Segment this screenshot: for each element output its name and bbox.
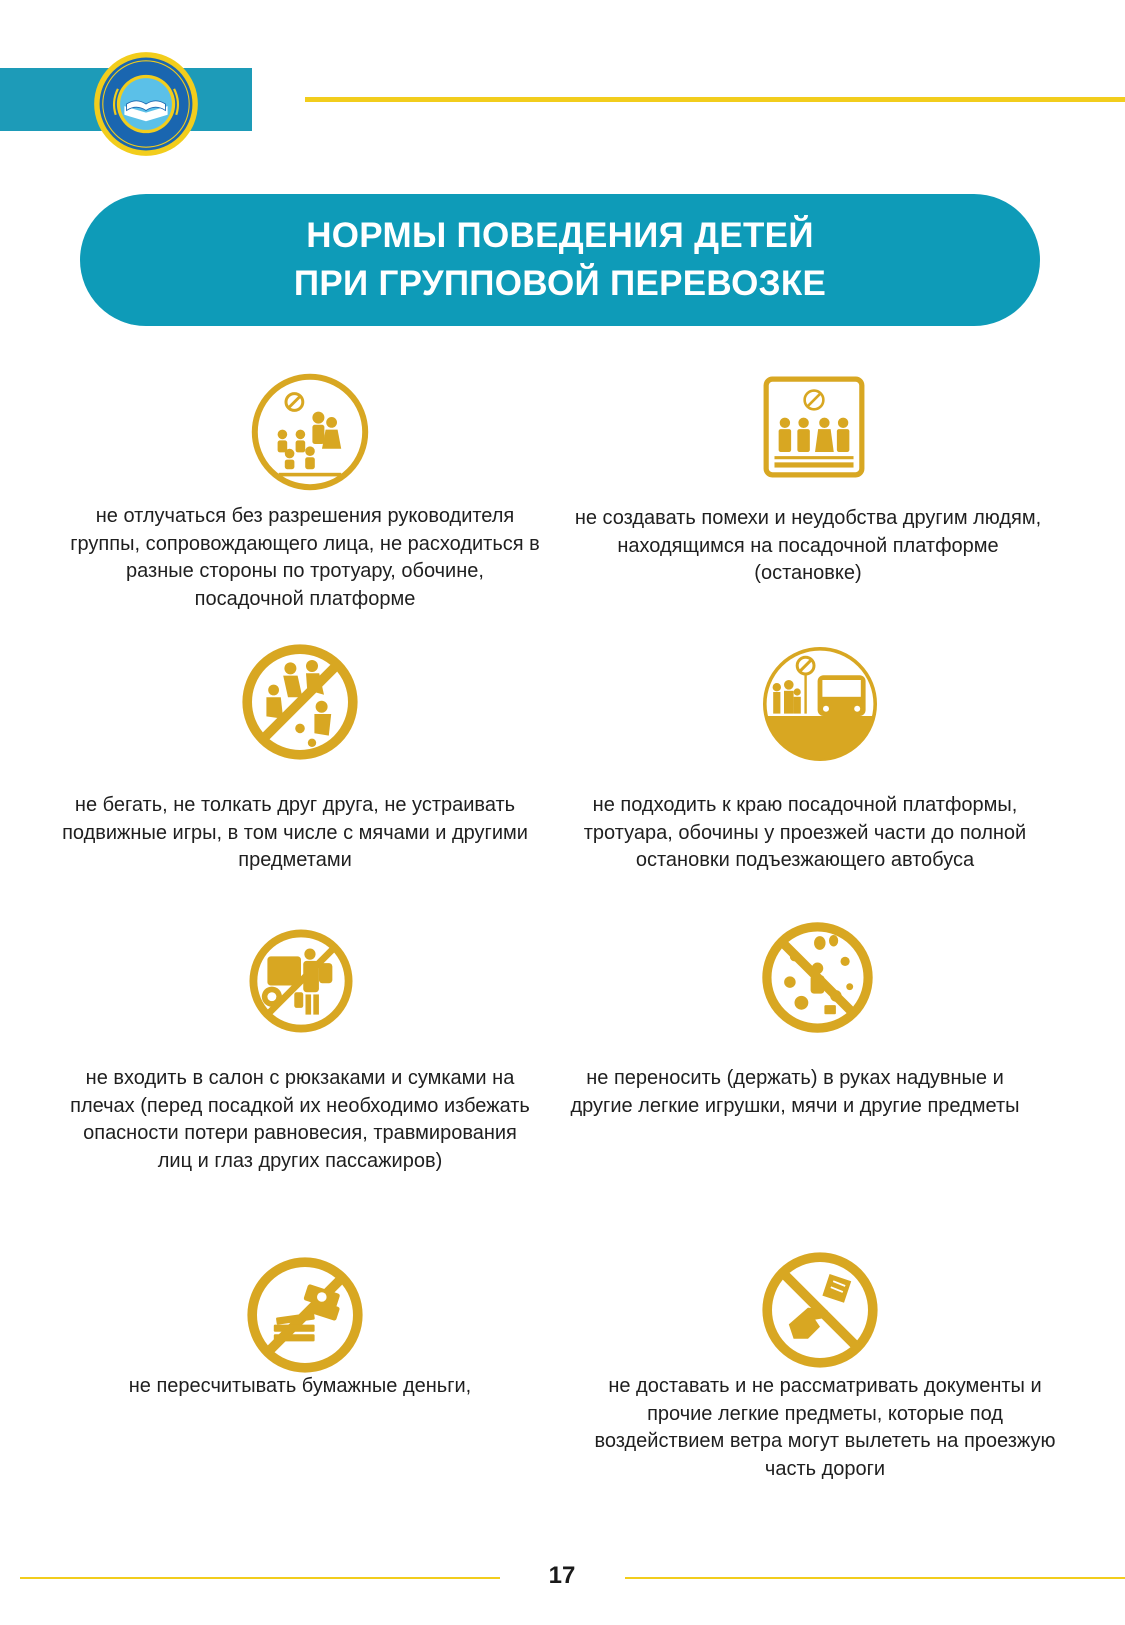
page-number: 17: [548, 1562, 576, 1589]
rule-text: не переносить (держать) в руках надувные и другие легкие игрушки, мячи и другие предметы: [570, 1067, 1020, 1117]
rule-text: не доставать и не рассматривать документы и прочие легкие предметы, которые под воздействием ветра могут вылететь на проезжую часть дороги: [594, 1375, 1056, 1480]
rule-text: не создавать помехи и неудобства другим людям, находящимся на посадочной платформе (остановке): [574, 507, 1042, 584]
footer-divider-right: [625, 1577, 1125, 1579]
emblem-logo: [92, 50, 200, 158]
title-banner: [80, 194, 1040, 326]
bus-stop-queue-icon: [760, 644, 880, 764]
rule-text: не отлучаться без разрешения руководителя группы, сопровождающего лица, не расходиться в разные стороны по тротуару, обочине, посадочной платформе: [70, 505, 540, 610]
children-group-no-icon: [250, 372, 370, 492]
footer-divider-left: [20, 1577, 500, 1579]
no-running-icon: [240, 642, 360, 762]
page-title-line-2: ПРИ ГРУППОВОЙ ПЕРЕВОЗКЕ: [293, 264, 827, 303]
page-title-line-1: НОРМЫ ПОВЕДЕНИЯ ДЕТЕЙ: [306, 216, 814, 255]
no-toys-icon: [760, 920, 875, 1035]
people-platform-no-icon: [762, 375, 866, 479]
rule-text: не пересчитывать бумажные деньги,: [128, 1375, 472, 1397]
backpack-boarding-icon: [245, 925, 357, 1037]
rule-text: не входить в салон с рюкзаками и сумками на плечах (перед посадкой их необходимо избежать опасности потери равновесия, травмирования лиц и глаз других пассажиров): [70, 1067, 530, 1172]
rule-text: не бегать, не толкать друг друга, не устраивать подвижные игры, в том числе с мячами и другими предметами: [62, 794, 528, 871]
no-money-counting-icon: [245, 1255, 365, 1375]
header-divider: [305, 97, 1125, 102]
rule-text: не подходить к краю посадочной платформы, тротуара, обочины у проезжей части до полной остановки подъезжающего автобуса: [583, 794, 1027, 871]
no-documents-icon: [760, 1250, 880, 1370]
